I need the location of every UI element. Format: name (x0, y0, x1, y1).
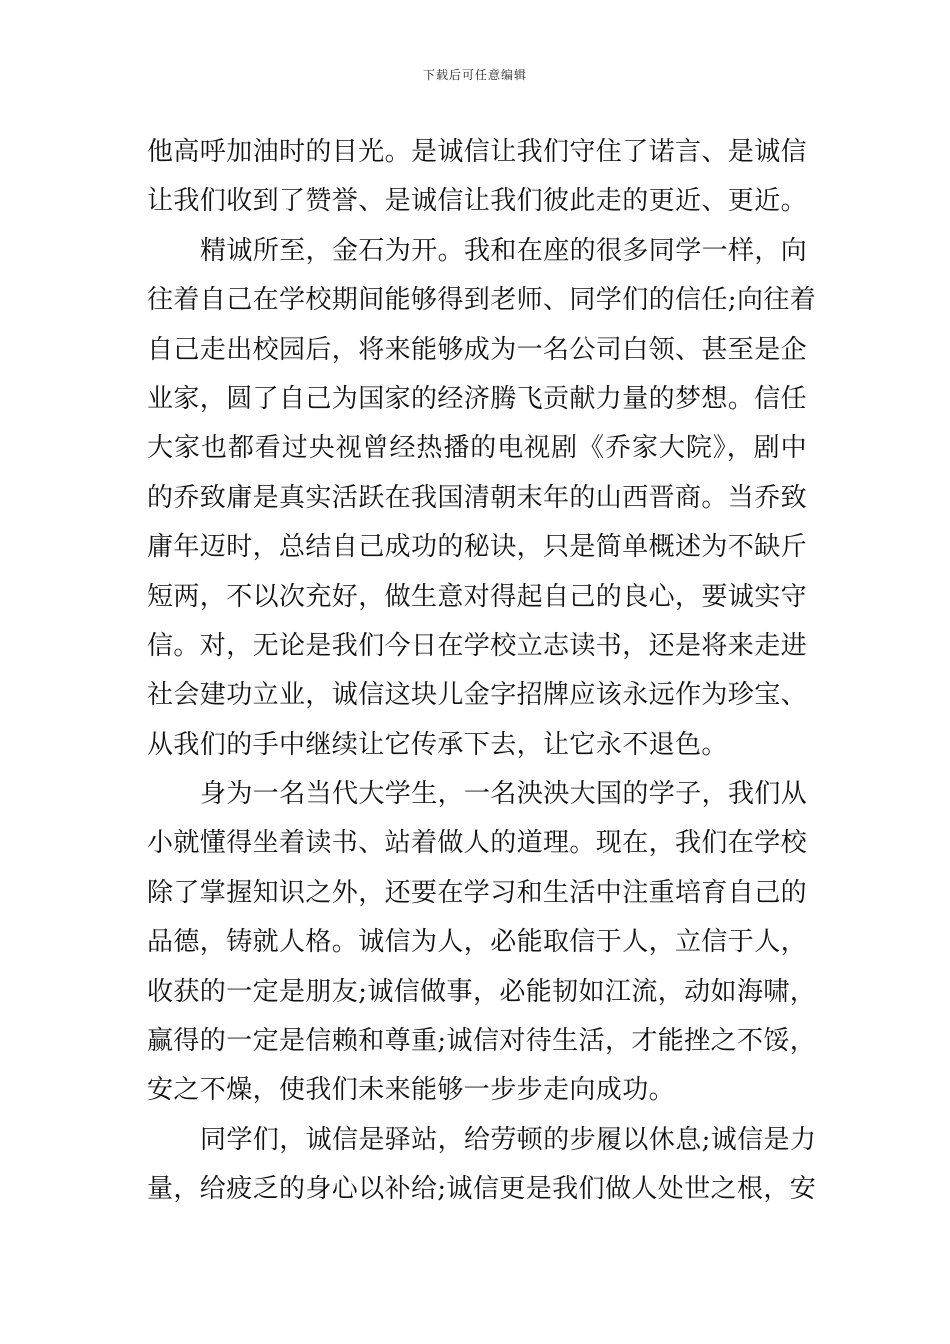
text-line: 小就懂得坐着读书、站着做人的道理。现在，我们在学校 (147, 828, 808, 859)
text-line: 社会建功立业，诚信这块儿金字招牌应该永远作为珍宝、 (147, 680, 808, 711)
text-line: 业家，圆了自己为国家的经济腾飞贡献力量的梦想。信任 (147, 383, 808, 414)
text-line: 量，给疲乏的身心以补给;诚信更是我们做人处世之根，安 (147, 1174, 817, 1205)
text-line: 大家也都看过央视曾经热播的电视剧《乔家大院》，剧中 (147, 433, 807, 464)
text-line: 他高呼加油时的目光。是诚信让我们守住了诺言、是诚信 (147, 137, 808, 167)
text-line: 安之不燥，使我们未来能够一步步走向成功。 (147, 1075, 676, 1106)
text-line: 自己走出校园后，将来能够成为一名公司白领、甚至是企 (147, 334, 808, 365)
text-line: 从我们的手中继续让它传承下去，让它永不退色。 (147, 729, 728, 760)
page-header: 下载后可任意编辑 (422, 68, 527, 82)
text-line: 收获的一定是朋友;诚信做事，必能韧如江流，动如海啸， (147, 976, 817, 1007)
text-line: 的乔致庸是真实活跃在我国清朝末年的山西晋商。当乔致 (147, 482, 808, 513)
paragraph-first-line: 精诚所至，金石为开。我和在座的很多同学一样，向 (200, 235, 808, 266)
text-line: 品德，铸就人格。诚信为人，必能取信于人，立信于人， (147, 927, 808, 958)
text-line: 信。对，无论是我们今日在学校立志读书，还是将来走进 (147, 630, 808, 661)
text-line: 短两，不以次充好，做生意对得起自己的良心，要诚实守 (147, 581, 808, 612)
paragraph-first-line: 身为一名当代大学生，一名泱泱大国的学子，我们从 (200, 779, 808, 810)
text-line: 除了掌握知识之外，还要在学习和生活中注重培育自己的 (147, 877, 808, 908)
text-line: 庸年迈时，总结自己成功的秘诀，只是简单概述为不缺斤 (147, 532, 808, 563)
document-body (147, 128, 817, 1215)
text-line: 赢得的一定是信赖和尊重;诚信对待生活，才能挫之不馁， (147, 1026, 817, 1057)
paragraph-first-line: 同学们，诚信是驿站，给劳顿的步履以休息;诚信是力 (200, 1124, 817, 1155)
text-line: 往着自己在学校期间能够得到老师、同学们的信任;向往着 (147, 285, 817, 316)
text-line: 让我们收到了赞誉、是诚信让我们彼此走的更近、更近。 (147, 186, 808, 217)
